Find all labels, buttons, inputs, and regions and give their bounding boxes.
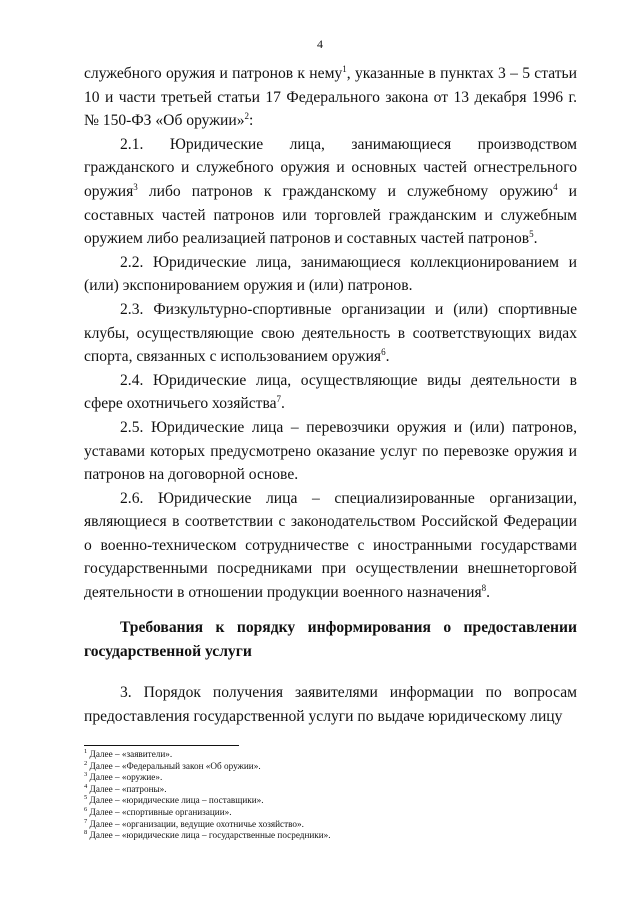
clause-2-2: 2.2. Юридические лица, занимающиеся коллекционированием и (или) экспонированием оружия и (или) патронов. [84,253,577,295]
clause-3-block [84,681,577,728]
footnote-ref: 6 [381,346,386,357]
footnote-ref: 5 [529,228,534,239]
footnotes [84,749,577,842]
clause-2-5: 2.5. Юридические лица – перевозчики оружия и (или) патронов, уставами которых предусмотрено оказание услуг по перевозке оружия и патронов на договорной основе. [84,418,577,484]
clause-2-3: 2.3. Физкультурно-спортивные организации и (или) спортивные клубы, осуществляющие свою деятельность в соответствующих видах спорта, связанных с использованием оружия$^6$. [84,300,577,366]
section-heading [84,616,577,664]
footnote: $^2$ Далее – «Федеральный закон «Об оружии». [84,759,261,771]
intro-paragraph: служебного оружия и патронов к нему$^1$, указанные в пунктах 3 – 5 статьи 10 и части третьей статьи 17 Федерального закона от 13 декабря 1996 г. № 150-ФЗ «Об оружии»$^2$: [84,63,578,130]
footnote-ref: 2 [244,111,250,121]
footnote-ref: 7 [276,394,282,405]
footnote: $^3$ Далее – «оружие». [84,771,163,783]
footnote: $^7$ Далее – «организации, ведущие охотничье хозяйство». [84,817,304,829]
footnote-ref: 4 [553,181,558,192]
footnote: $^5$ Далее – «юридические лица – поставщики». [84,794,264,806]
clause-3: 3. Порядок получения заявителями информации по вопросам предоставления государственной услуги по выдаче юридическому лицу [84,684,577,725]
footnote: $^8$ Далее – «юридические лица – государственные посредники». [84,829,331,841]
clause-2-6: 2.6. Юридические лица – специализированные организации, являющиеся в соответствии с законодательством Российской Федерации о военно-техническом сотрудничестве с иностранными государствами государственными посредниками при осуществлении внешнеторговой деятельности в отношении продукции военного назначения$^8$. [84,489,577,602]
section-heading-text: Требования к порядку информирования о предоставлении государственной услуги [84,619,577,660]
footnote: $^6$ Далее – «спортивные организации». [84,805,232,817]
clause-2-1: 2.1. Юридические лица, занимающиеся производством гражданского и служебного оружия и основных частей огнестрельного оружия$^3$ либо патронов к гражданскому и служебному оружию$^4$ и составных частей патронов или торговлей гражданским и служебным оружием либо реализацией патронов и составных частей патронов$^5$. [84,135,577,248]
footnote: $^4$ Далее – «патроны». [84,782,167,794]
footnote-divider [84,745,239,746]
page-number: 4 [317,37,323,51]
clause-2-4: 2.4. Юридические лица, осуществляющие виды деятельности в сфере охотничьего хозяйства$^7$. [84,371,577,413]
footnote-ref: 1 [342,63,347,74]
footnote-ref: 3 [133,181,138,192]
footnote-ref: 8 [481,582,487,593]
document-body [84,62,577,605]
footnote: $^1$ Далее – «заявители». [84,747,173,759]
